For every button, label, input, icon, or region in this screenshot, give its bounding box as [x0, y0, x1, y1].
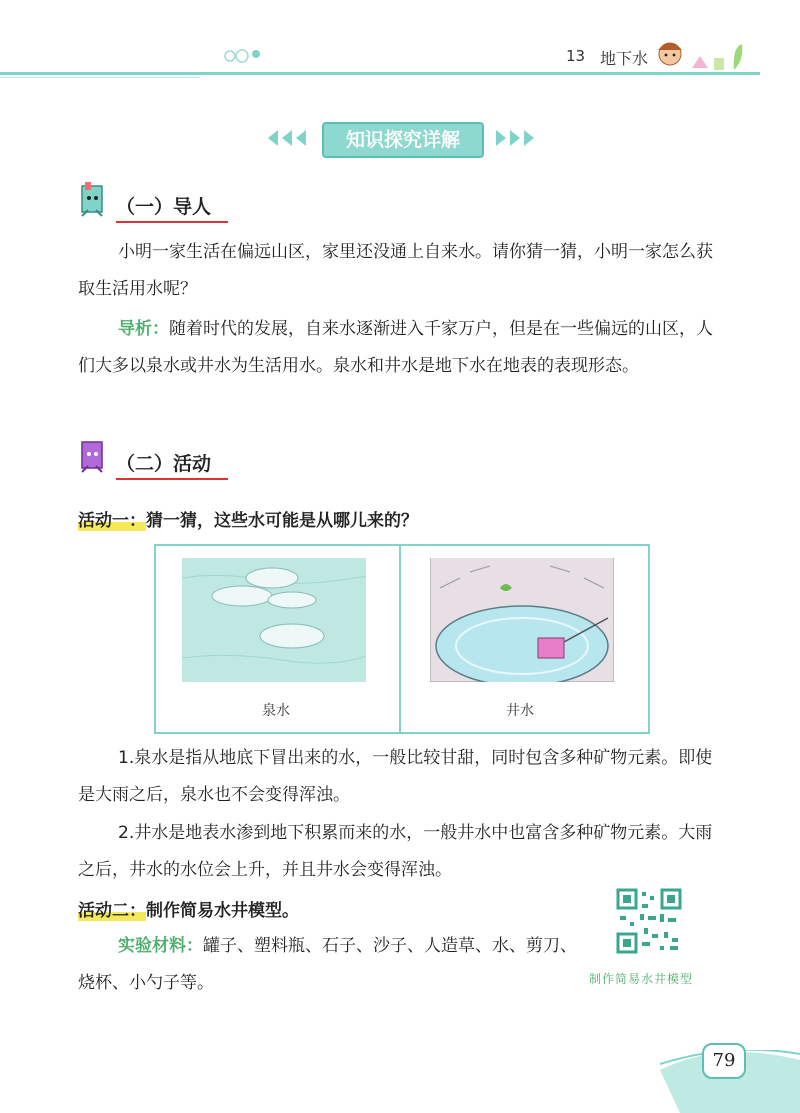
section-heading-activity: （二）活动	[116, 449, 228, 480]
page-number: 79	[702, 1043, 746, 1079]
cartoon-girl-icon	[652, 38, 752, 74]
image-divider	[399, 544, 401, 734]
banner-left-arrows-icon	[266, 128, 316, 148]
qr-code-icon[interactable]	[616, 888, 682, 954]
header-rule	[0, 72, 760, 75]
analysis-text: 随着时代的发展，自来水逐渐进入千家万户，但是在一些偏远的山区，人们大多以泉水或井水为生活用水。泉水和井水是地下水在地表的表现形态。	[78, 319, 713, 376]
activity1-label: 活动一：	[78, 511, 146, 531]
activity1-line	[78, 506, 418, 531]
well-water-image	[430, 558, 614, 682]
analysis-paragraph	[78, 311, 728, 385]
section-heading-intro: （一）导人	[116, 192, 228, 223]
materials-text: 罐子、塑料瓶、石子、沙子、人造草、水、剪刀、烧杯、小勺子等。	[78, 936, 577, 993]
materials-paragraph	[78, 928, 588, 1002]
point1-text: 1.泉水是指从地底下冒出来的水，一般比较甘甜，同时包含多种矿物元素。即使是大雨之后，泉水也不会变得浑浊。	[78, 748, 713, 805]
point2-paragraph	[78, 815, 728, 889]
chapter-number: 13	[566, 47, 586, 65]
decorative-circles-icon	[222, 44, 272, 68]
book-mascot-icon	[76, 180, 110, 220]
header-rule-thin	[0, 77, 200, 78]
activity2-line	[78, 896, 299, 921]
chapter-title: 地下水	[600, 49, 649, 68]
spring-water-image	[182, 558, 366, 682]
intro-paragraph	[78, 234, 728, 308]
qr-caption: 制作简易水井模型	[589, 972, 694, 986]
section-banner: 知识探究详解	[322, 122, 484, 158]
materials-label: 实验材料：	[118, 936, 203, 956]
caption-spring-water: 泉水	[262, 703, 290, 719]
activity2-text: 制作简易水井模型。	[146, 901, 299, 921]
point1-paragraph	[78, 740, 728, 814]
book-mascot-purple-icon	[76, 436, 110, 476]
banner-right-arrows-icon	[488, 128, 538, 148]
caption-well-water: 井水	[506, 703, 534, 719]
activity2-label: 活动二：	[78, 901, 146, 921]
analysis-label: 导析：	[118, 319, 169, 339]
intro-text: 小明一家生活在偏远山区，家里还没通上自来水。请你猜一猜，小明一家怎么获取生活用水呢？	[78, 242, 713, 299]
activity1-text: 猜一猜，这些水可能是从哪儿来的？	[146, 511, 418, 531]
point2-text: 2.井水是地表水渗到地下积累而来的水，一般井水中也富含多种矿物元素。大雨之后，井水的水位会上升，并且井水会变得浑浊。	[78, 823, 713, 880]
